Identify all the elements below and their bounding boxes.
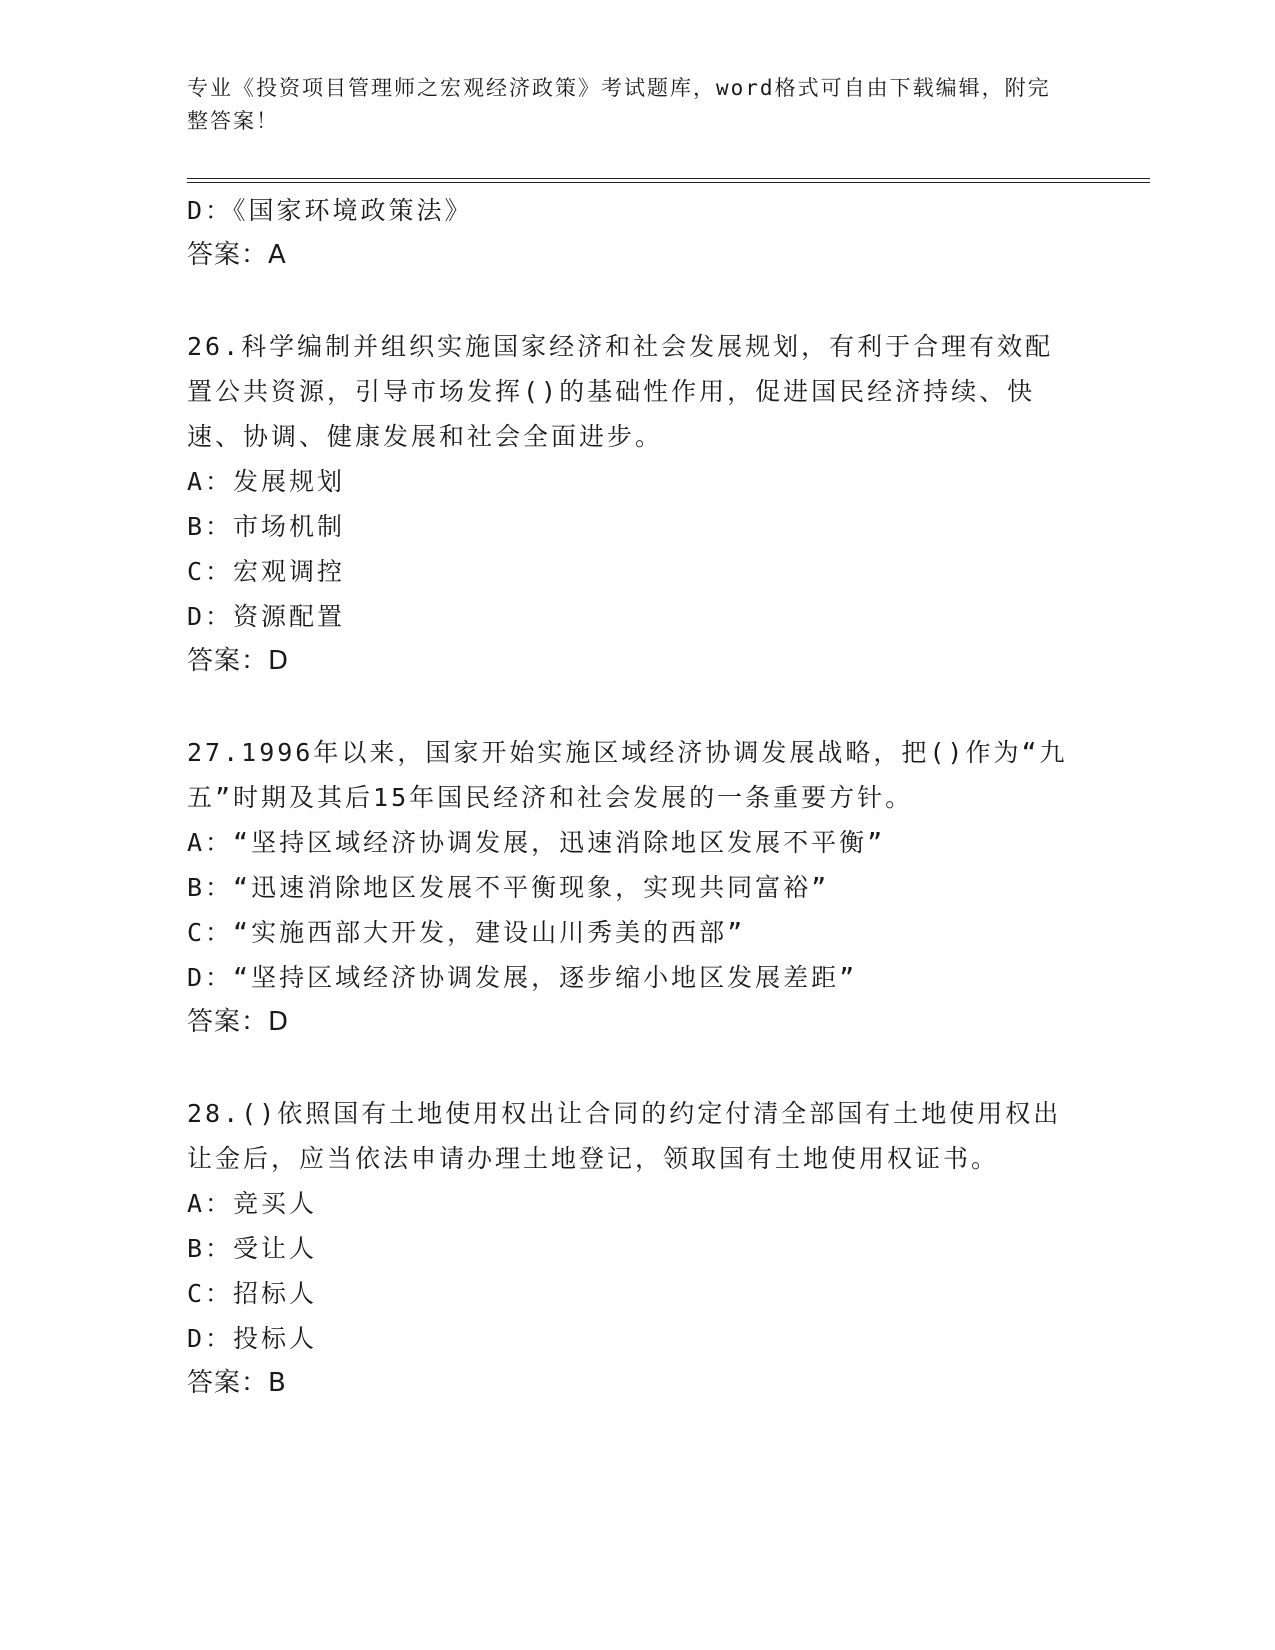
answer-line: 答案：D (187, 646, 290, 676)
header-note: 专业《投资项目管理师之宏观经济政策》考试题库，word格式可自由下载编辑，附完整答案！ (187, 76, 1051, 133)
answer-line: 答案：B (187, 1368, 287, 1398)
question-26 (187, 324, 1087, 684)
option-c: C：“实施西部大开发，建设山川秀美的西部” (187, 918, 746, 947)
carryover-question (187, 188, 1087, 278)
option-b: B：受让人 (187, 1234, 318, 1263)
question-27 (187, 730, 1087, 1045)
option-a: A：发展规划 (187, 467, 346, 496)
option-d: D：资源配置 (187, 602, 346, 631)
header-divider-top (187, 178, 1150, 179)
option-d: D：“坚持区域经济协调发展，逐步缩小地区发展差距” (187, 963, 858, 992)
option-c: C：宏观调控 (187, 557, 346, 586)
question-content (187, 188, 1087, 1406)
option-b: B：市场机制 (187, 512, 346, 541)
header-divider-bottom (187, 182, 1150, 183)
option-a: A：竞买人 (187, 1189, 318, 1218)
answer-line: 答案：D (187, 1007, 290, 1037)
option-a: A：“坚持区域经济协调发展，迅速消除地区发展不平衡” (187, 828, 886, 857)
option-c: C：招标人 (187, 1279, 318, 1308)
question-stem-line: 28.()依照国有土地使用权出让合同的约定付清全部国有土地使用权出 (187, 1099, 1062, 1128)
question-stem-line: 置公共资源，引导市场发挥()的基础性作用，促进国民经济持续、快 (187, 377, 1036, 406)
question-stem-line: 26.科学编制并组织实施国家经济和社会发展规划，有利于合理有效配 (187, 332, 1054, 361)
option-d: D：投标人 (187, 1324, 318, 1353)
question-stem-line: 五”时期及其后15年国民经济和社会发展的一条重要方针。 (187, 783, 914, 812)
option-b: B：“迅速消除地区发展不平衡现象，实现共同富裕” (187, 873, 830, 902)
question-stem-line: 速、协调、健康发展和社会全面进步。 (187, 422, 664, 451)
answer-line: 答案：A (187, 240, 287, 270)
question-stem-line: 27.1996年以来，国家开始实施区域经济协调发展战略，把()作为“九 (187, 738, 1068, 767)
option-d: D：《国家环境政策法》 (187, 196, 473, 225)
question-28 (187, 1091, 1087, 1406)
question-stem-line: 让金后，应当依法申请办理土地登记，领取国有土地使用权证书。 (187, 1144, 1000, 1173)
